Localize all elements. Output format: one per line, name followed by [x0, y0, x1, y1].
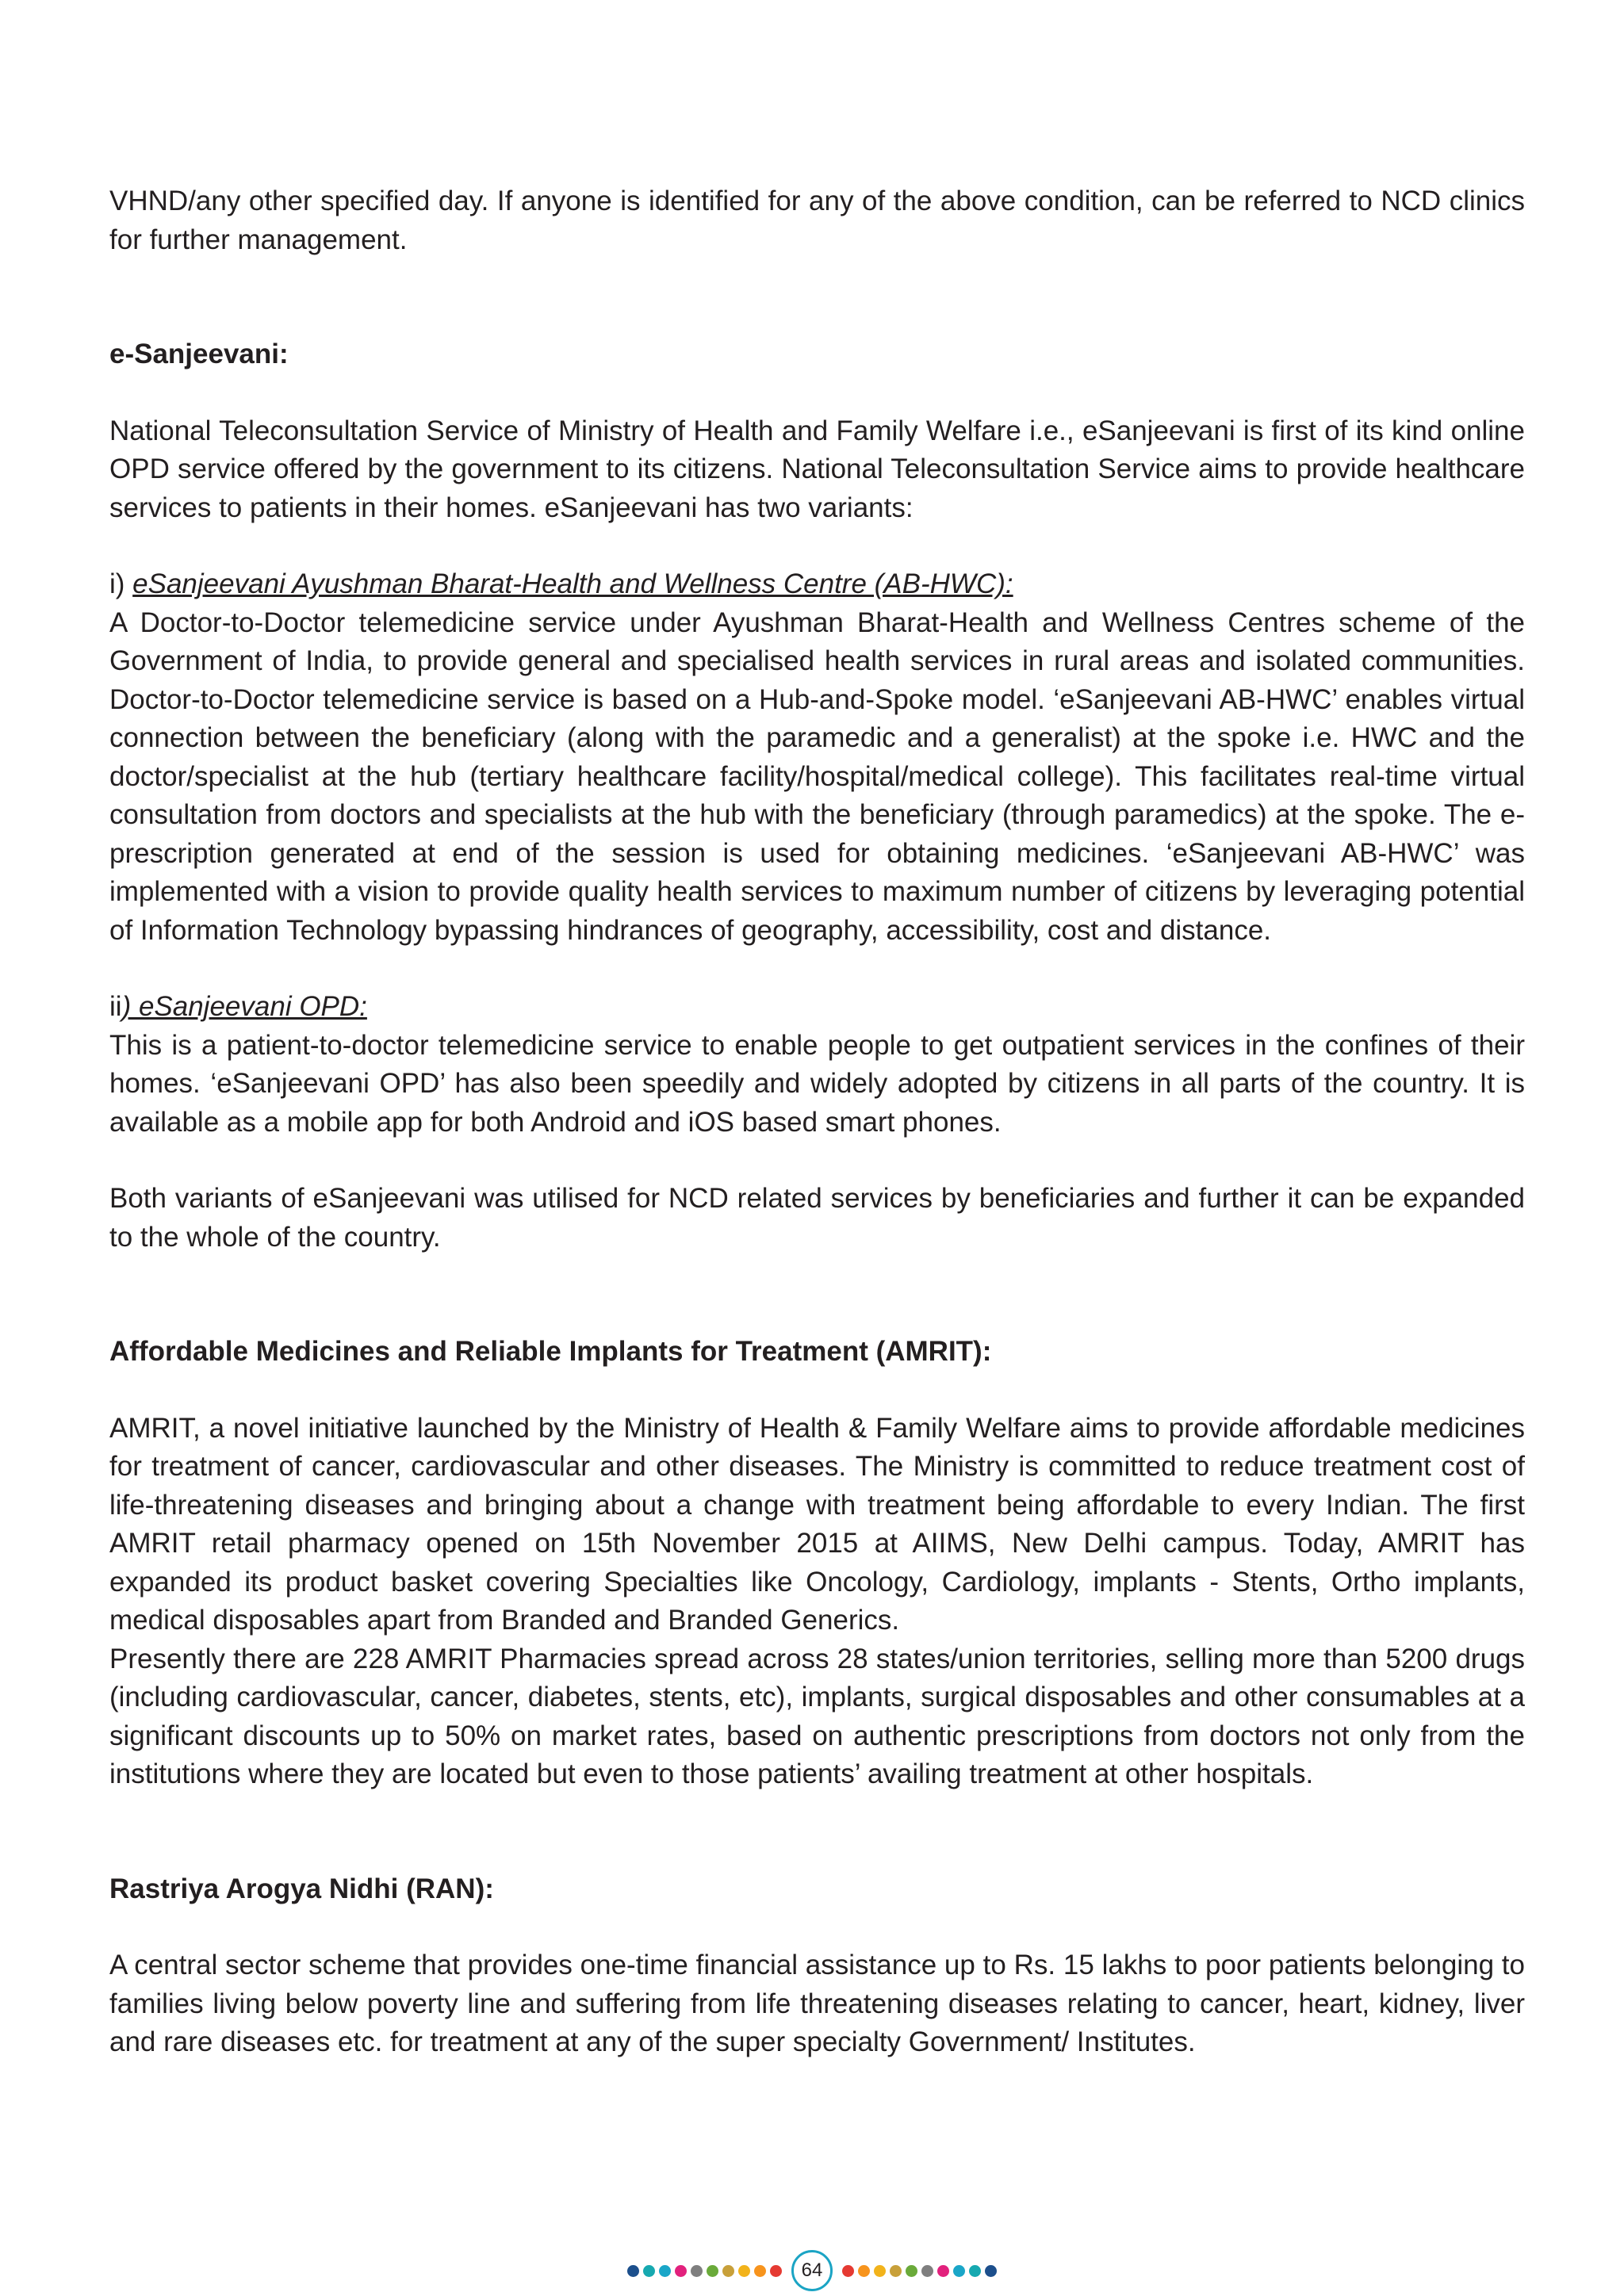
footer-dot: [890, 2265, 902, 2277]
variant2-label: [109, 988, 1525, 1027]
variant1-label: [109, 565, 1525, 604]
page-footer: [0, 2250, 1624, 2291]
amrit-paragraph-1: AMRIT, a novel initiative launched by the Ministry of Health & Family Welfare aims to provide affordable medicines for treatment of cancer, cardiovascular and other diseases. The Ministry is committed to reduce treatment cost of life-threatening diseases and bringing about a change with treatment being affordable to every Indian. The first AMRIT retail pharmacy opened on 15th November 2015 at AIIMS, New Delhi campus. Today, AMRIT has expanded its product basket covering Specialties like Oncology, Cardiology, implants - Stents, Ortho implants, medical disposables apart from Branded and Branded Generics.: [109, 1412, 1525, 1636]
footer-dot: [874, 2265, 886, 2277]
footer-dot: [659, 2265, 671, 2277]
footer-dot: [906, 2265, 917, 2277]
variant1-prefix: i): [109, 568, 133, 599]
ran-heading: Rastriya Arogya Nidhi (RAN):: [109, 1873, 494, 1904]
esanjeevani-heading: e-Sanjeevani:: [109, 339, 289, 369]
footer-dot: [754, 2265, 766, 2277]
variant1-title: eSanjeevani Ayushman Bharat-Health and Wellness Centre (AB-HWC):: [132, 568, 1013, 599]
footer-dot: [627, 2265, 639, 2277]
footer-dot: [921, 2265, 933, 2277]
variant2-text: This is a patient-to-doctor telemedicine service to enable people to get outpatient services in the confines of their homes. ‘eSanjeevani OPD’ has also been speedily and widely adopted by citizens in all parts of the country. It is available as a mobile app for both Android and iOS based smart phones.: [109, 1029, 1525, 1138]
variant2-title: ) eSanjeevani OPD:: [121, 991, 367, 1022]
footer-dot: [707, 2265, 718, 2277]
footer-dots-right: [842, 2265, 997, 2277]
footer-dot: [738, 2265, 750, 2277]
footer-dot: [675, 2265, 687, 2277]
footer-dot: [937, 2265, 949, 2277]
amrit-paragraph-2: Presently there are 228 AMRIT Pharmacies spread across 28 states/union territories, selling more than 5200 drugs (including cardiovascular, cancer, diabetes, stents, etc), implants, surgical disposables and other consumables at a significant discounts up to 50% on market rates, based on authentic prescriptions from doctors not only from the institutions where they are located but even to those patients’ availing treatment at other hospitals.: [109, 1643, 1525, 1789]
footer-dot: [770, 2265, 782, 2277]
variant1-text: A Doctor-to-Doctor telemedicine service under Ayushman Bharat-Health and Wellness Centres scheme of the Government of India, to provide general and specialised health services in rural areas and isolated communities. Doctor-to-Doctor telemedicine service is based on a Hub-and-Spoke model. ‘eSanjeevani AB-HWC’ enables virtual connection between the beneficiary (along with the paramedic and a generalist) at the spoke i.e. HWC and the doctor/specialist at the hub (tertiary healthcare facility/hospital/medical college). This facilitates real-time virtual consultation from doctors and specialists at the hub with the beneficiary (through paramedics) at the spoke. The e-prescription generated at end of the session is used for obtaining medicines. ‘eSanjeevani AB-HWC’ was implemented with a vision to provide quality health services to maximum number of citizens by leveraging potential of Information Technology bypassing hindrances of geography, accessibility, cost and distance.: [109, 607, 1525, 946]
footer-dot: [842, 2265, 854, 2277]
footer-dot: [985, 2265, 997, 2277]
footer-dot: [858, 2265, 870, 2277]
esanjeevani-closing: Both variants of eSanjeevani was utilised for NCD related services by beneficiaries and further it can be expanded to the whole of the country.: [109, 1183, 1525, 1253]
footer-dot: [969, 2265, 981, 2277]
intro-paragraph: VHND/any other specified day. If anyone is identified for any of the above condition, can be referred to NCD clinics for further management.: [109, 186, 1525, 255]
amrit-heading: Affordable Medicines and Reliable Implants for Treatment (AMRIT):: [109, 1336, 992, 1367]
footer-dot: [722, 2265, 734, 2277]
ran-paragraph: A central sector scheme that provides one-time financial assistance up to Rs. 15 lakhs to poor patients belonging to families living below poverty line and suffering from life threatening diseases relating to cancer, heart, kidney, liver and rare diseases etc. for treatment at any of the super specialty Government/ Institutes.: [109, 1950, 1525, 2057]
footer-dot: [691, 2265, 703, 2277]
footer-dot: [643, 2265, 655, 2277]
page-number: 64: [791, 2250, 833, 2291]
footer-dot: [953, 2265, 965, 2277]
esanjeevani-intro: National Teleconsultation Service of Ministry of Health and Family Welfare i.e., eSanjeevani is first of its kind online OPD service offered by the government to its citizens. National Teleconsultation Service aims to provide healthcare services to patients in their homes. eSanjeevani has two variants:: [109, 415, 1525, 523]
variant2-prefix: ii: [109, 991, 122, 1022]
page-content: [109, 182, 1525, 2062]
footer-dots-left: [627, 2265, 782, 2277]
